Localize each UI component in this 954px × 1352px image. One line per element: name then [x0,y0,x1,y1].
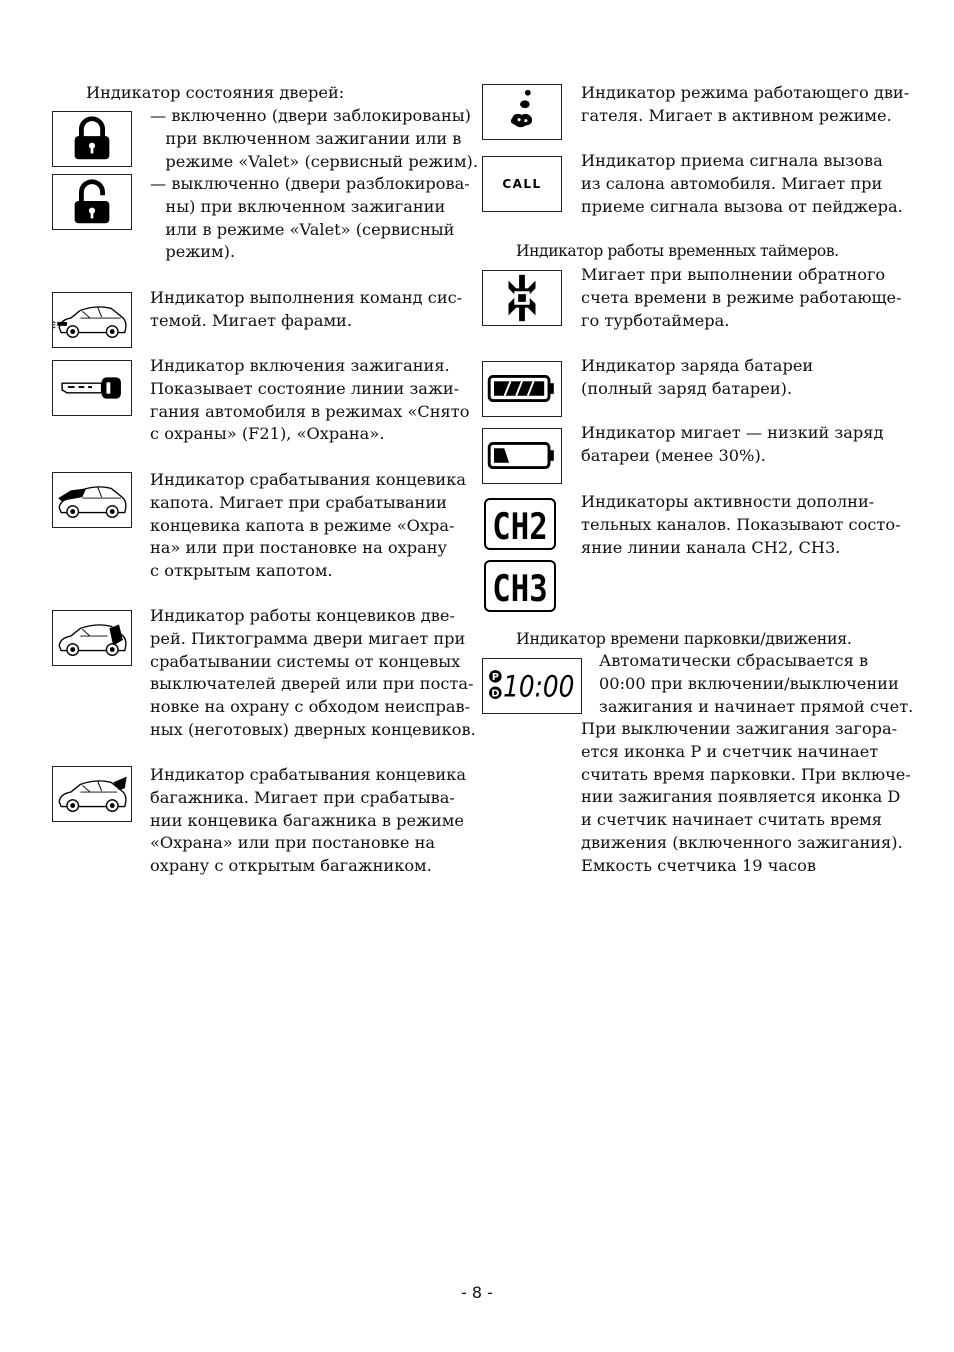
engine-exhaust-icon [482,84,562,140]
car-hood-open-icon [52,472,132,528]
parking-description-a: Автоматически сбрасывается в 00:00 при включении/выключении зажигания и начинает прямой счет. [599,651,914,716]
car-headlights-icon [52,292,132,348]
timers-heading: Индикатор работы временных таймеров. [516,242,839,260]
ch2-icon [484,498,556,550]
commands-description: Индикатор выполнения команд сис- темой. Мигает фарами. [150,288,463,330]
ch3-label: CH3 [492,566,548,610]
call-icon [482,156,562,212]
call-label: CALL [502,176,542,191]
door-locked-description: — включенно (двери заблокированы) при включенном зажигании или в режиме «Valet» (сервисный режим). [150,106,479,171]
ch3-icon [484,560,556,612]
ignition-description: Индикатор включения зажигания. Показывает состояние линии зажи- гания автомобиля в режимах «Снято с охраны» (F21), «Охрана». [150,356,470,444]
battery-full-description: Индикатор заряда батареи (полный заряд батареи). [581,356,814,398]
turbo-timer-icon [482,270,562,326]
ignition-key-icon [52,360,132,416]
battery-low-icon [482,428,562,484]
call-description: Индикатор приема сигнала вызова из салона автомобиля. Мигает при приеме сигнала вызова от пейджера. [581,151,903,216]
park-time-readout: 10:00 [503,669,575,704]
ch2-label: CH2 [492,504,548,548]
parking-heading: Индикатор времени парковки/движения. [516,629,852,648]
timers-description: Мигает при выполнении обратного счета времени в режиме работающе- го турботаймера. [581,265,902,330]
battery-full-icon [482,361,562,417]
car-door-open-icon [52,610,132,666]
locked-padlock-icon [52,111,132,167]
page-number: - 8 - [461,1283,493,1302]
trunk-description: Индикатор срабатывания концевика багажника. Мигает при срабатыва- нии концевика багажника в режиме «Охрана» или при постановке на охрану с открытым багажником. [150,765,466,876]
engine-description: Индикатор режима работающего дви- гателя. Мигает в активном режиме. [581,83,910,125]
unlocked-padlock-icon [52,174,132,230]
hood-description: Индикатор срабатывания концевика капота. Мигает при срабатывании концевика капота в режиме «Охра- на» или при постановке на охрану с открытым капотом. [150,470,466,581]
channels-description: Индикаторы активности дополни- тельных каналов. Показывают состо- яние линии канала CH2, CH3. [581,492,901,557]
door-indicator-heading: Индикатор состояния дверей: [86,83,345,102]
park-d-letter: D [491,688,500,700]
parking-timer-icon [482,658,582,714]
park-p-letter: P [491,672,499,684]
doors-description: Индикатор работы концевиков две- рей. Пиктограмма двери мигает при срабатывании системы от концевых выключателей дверей или при поста- новке на охрану с обходом неисправ- ных (неготовых) дверных концевиков. [150,606,476,739]
car-trunk-open-icon [52,766,132,822]
battery-low-description: Индикатор мигает — низкий заряд батареи (менее 30%). [581,423,884,465]
parking-description-b: При выключении зажигания загора- ется иконка P и счетчик начинает считать время парковки. При включе- нии зажигания появляется иконка D и счетчик начинает считать время движения (включенного зажигания). Емкость счетчика 19 часов [581,719,911,875]
door-unlocked-description: — выключенно (двери разблокирова- ны) при включенном зажигании или в режиме «Valet» (сервисный режим). [150,174,470,262]
